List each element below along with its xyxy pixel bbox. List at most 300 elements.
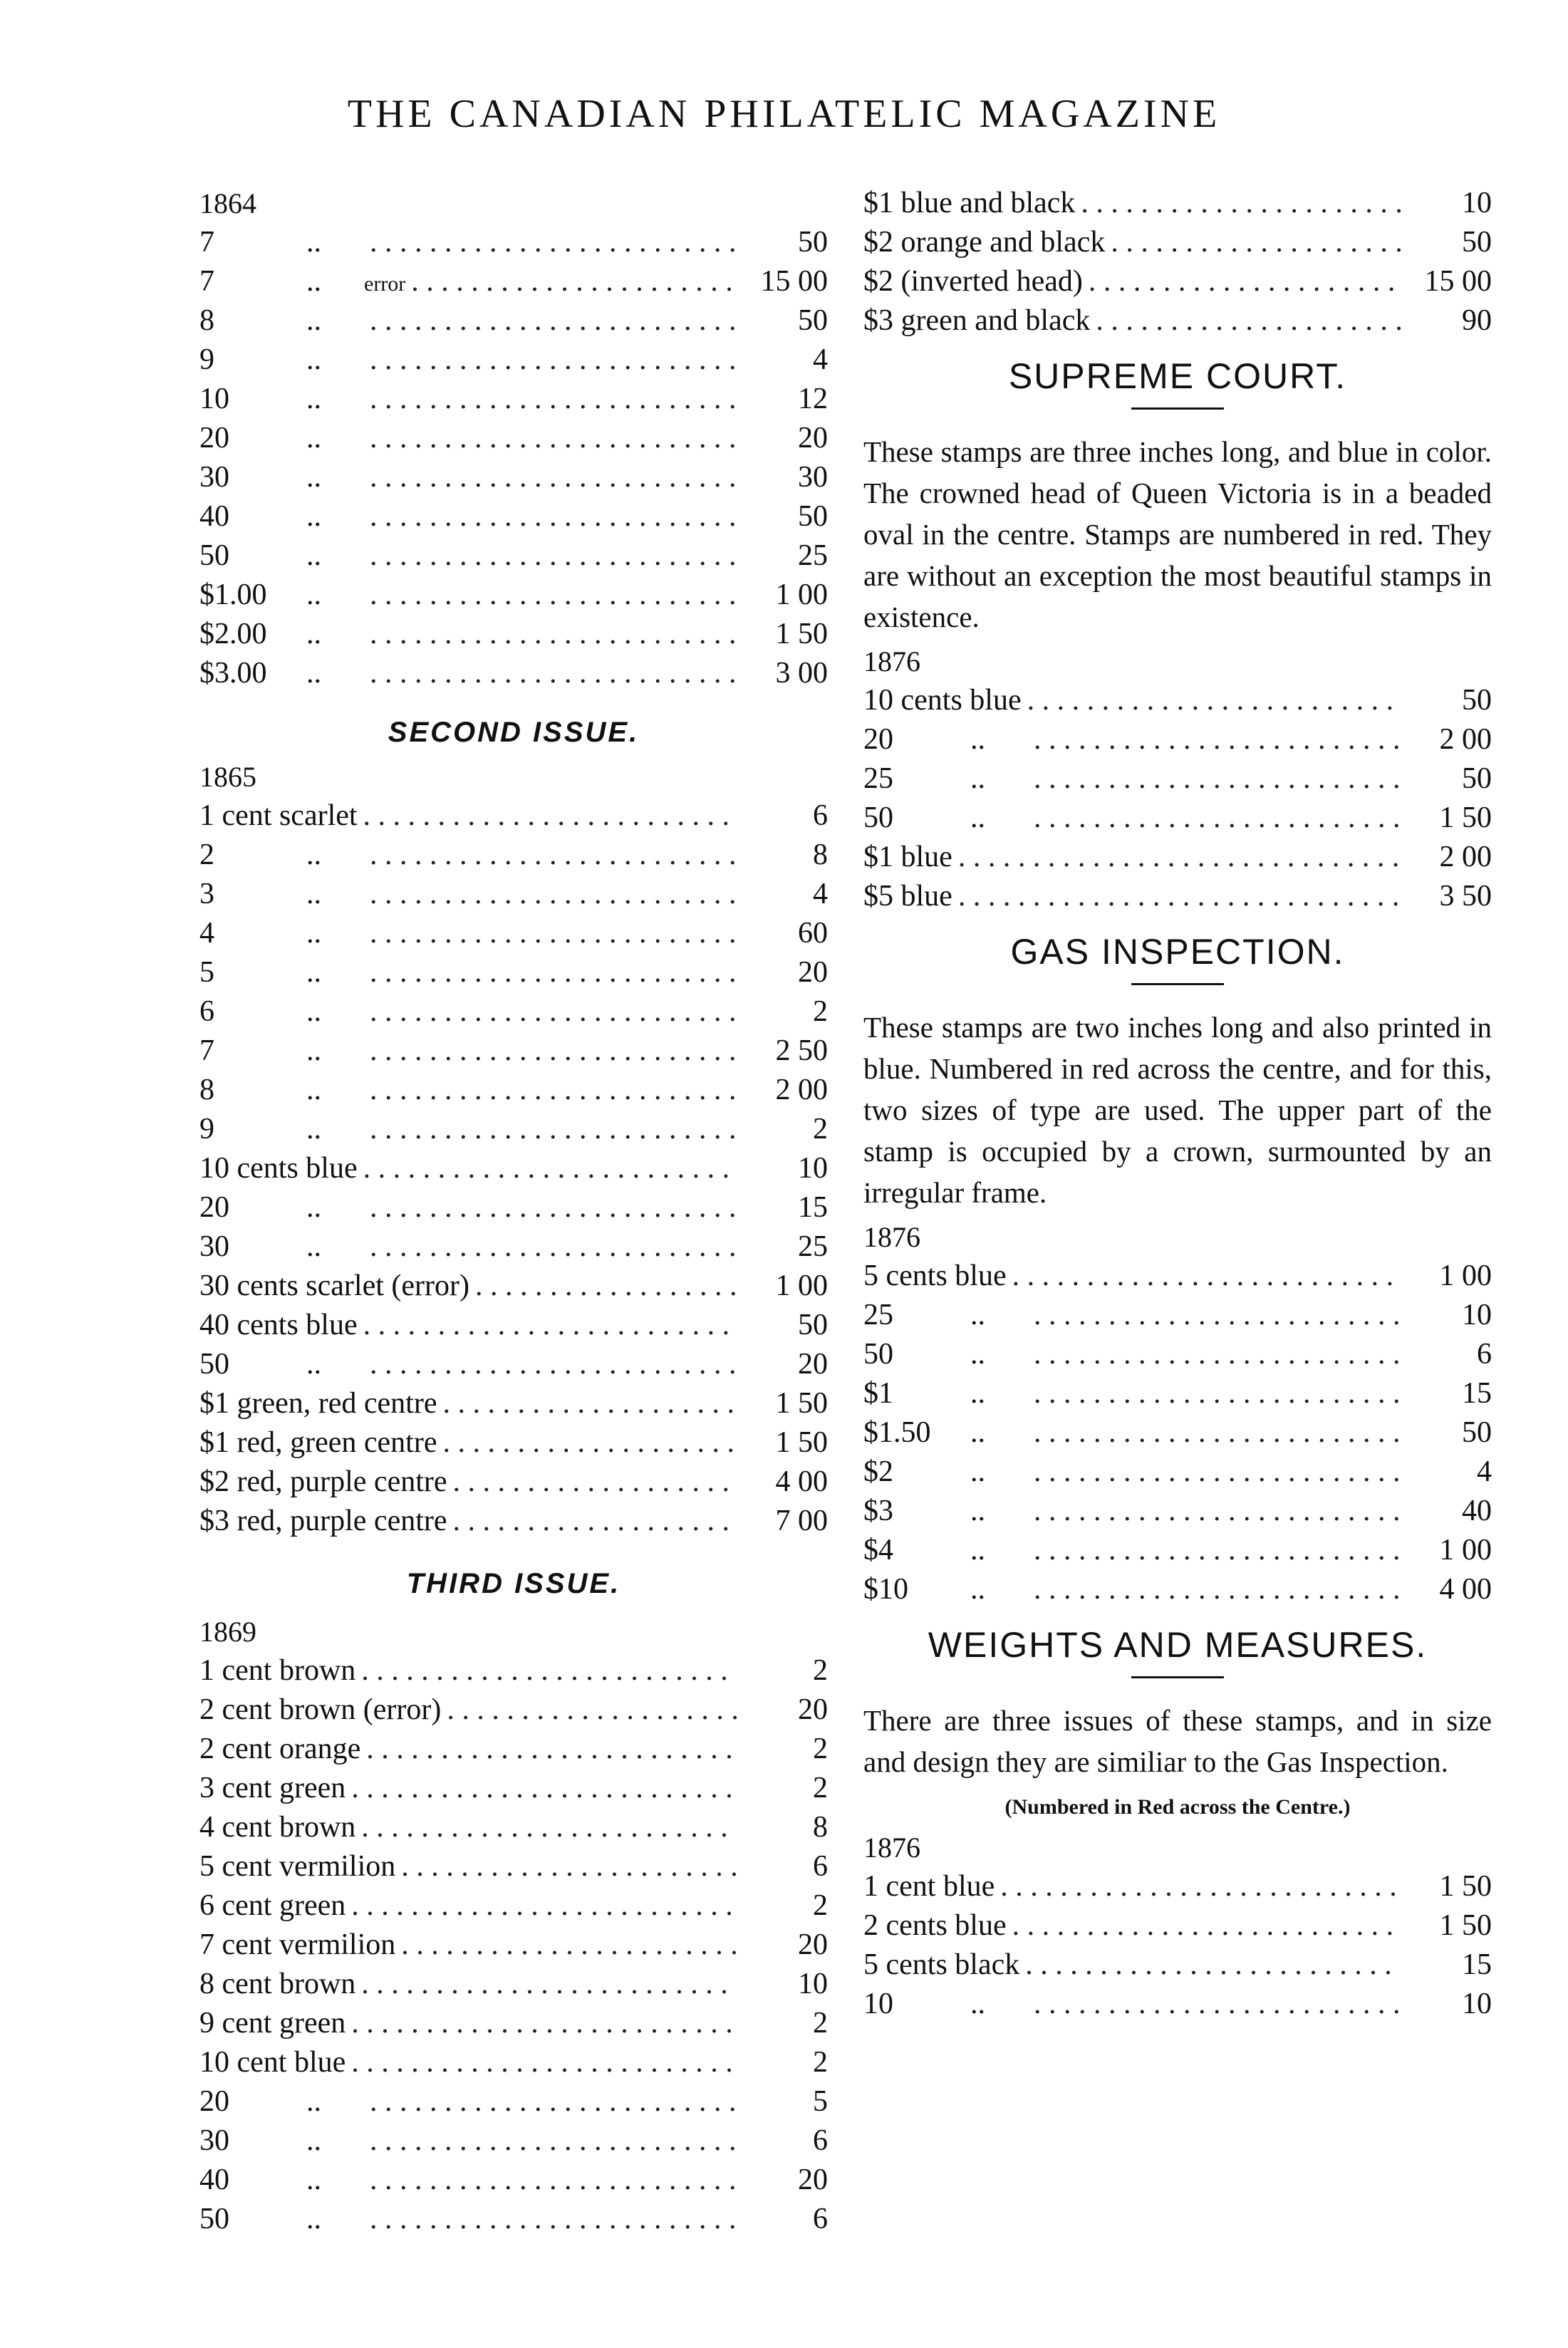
ditto-marks: .. (306, 618, 321, 650)
price-row (199, 1345, 828, 1384)
ditto-marks: .. (306, 956, 321, 989)
weights-measures-description: There are three issues of these stamps, and in size and design they are similiar to the Gas Inspection. (863, 1704, 1492, 1778)
stamp-price: 25 (798, 1230, 828, 1263)
stamp-label: 4 (199, 917, 214, 950)
stamp-label: 2 (199, 838, 214, 871)
leader-dots (370, 2200, 737, 2239)
leader-dots (370, 914, 737, 953)
stamp-label: 9 cent green (199, 2007, 346, 2040)
stamp-price: 15 (1462, 1377, 1492, 1410)
price-row (199, 654, 828, 693)
stamp-label: 50 (863, 1338, 893, 1371)
price-row (199, 1267, 828, 1306)
stamp-price: 12 (798, 383, 828, 415)
stamp-label: 50 (199, 2203, 229, 2235)
leader-dots (1089, 262, 1401, 301)
stamp-label: $1 (863, 1377, 893, 1410)
stamp-label: 8 cent brown (199, 1968, 356, 2000)
price-row (199, 1965, 828, 2004)
stamp-price: 50 (1462, 226, 1492, 259)
stamp-label: 30 (199, 2124, 229, 2157)
price-list-gas-inspection (863, 1257, 1492, 1609)
leader-dots (370, 953, 737, 992)
price-row (199, 615, 828, 654)
leader-dots (370, 1032, 737, 1071)
ditto-marks: .. (306, 1113, 321, 1146)
ditto-marks: .. (970, 1495, 985, 1527)
leader-dots (370, 992, 737, 1032)
ditto-marks: .. (970, 1416, 985, 1449)
leader-dots (958, 838, 1401, 877)
stamp-label: $2.00 (199, 618, 267, 650)
leader-dots (1000, 1867, 1401, 1906)
stamp-price: 4 (813, 343, 828, 376)
ditto-marks: .. (306, 226, 321, 259)
price-row (199, 1769, 828, 1808)
ditto-marks: .. (306, 304, 321, 337)
stamp-label: 5 (199, 956, 214, 989)
leader-dots (370, 576, 737, 615)
ditto-marks: .. (306, 995, 321, 1028)
stamp-price: 6 (813, 2124, 828, 2157)
leader-dots (411, 262, 737, 301)
stamp-label: 9 (199, 1113, 214, 1146)
price-row (199, 796, 828, 836)
stamp-label: 10 cents blue (199, 1152, 358, 1185)
stamp-price: 3 00 (775, 657, 828, 690)
price-row (863, 720, 1492, 759)
stamp-price: 25 (798, 539, 828, 572)
leader-dots (370, 419, 737, 458)
leader-dots (361, 1808, 737, 1847)
price-list-supreme-court (863, 681, 1492, 916)
ditto-marks: .. (970, 801, 985, 834)
leader-dots (370, 836, 737, 875)
stamp-label: 30 (199, 461, 229, 494)
price-row (863, 838, 1492, 877)
stamp-price: 4 00 (1439, 1573, 1492, 1606)
stamp-price: 20 (798, 1928, 828, 1961)
price-row (199, 1926, 828, 1965)
stamp-label: $1.50 (863, 1416, 931, 1449)
price-row (863, 1335, 1492, 1374)
stamp-label: 8 (199, 304, 214, 337)
stamp-price: 6 (813, 2203, 828, 2235)
weights-measures-heading: WEIGHTS AND MEASURES. (928, 1625, 1428, 1665)
leader-dots (370, 2121, 737, 2161)
third-issue-heading: THIRD ISSUE. (406, 1568, 621, 1599)
leader-dots (363, 796, 737, 836)
stamp-price: 30 (798, 461, 828, 494)
price-row (863, 1946, 1492, 1985)
stamp-price: 6 (813, 799, 828, 832)
ditto-marks: .. (306, 422, 321, 454)
stamp-price: 40 (1462, 1495, 1492, 1527)
leader-dots (370, 301, 737, 341)
ditto-marks: .. (306, 383, 321, 415)
stamp-label: 6 (199, 995, 214, 1028)
stamp-price: 7 00 (775, 1505, 828, 1537)
leader-dots (1081, 184, 1401, 223)
price-row (199, 497, 828, 536)
ditto-marks: .. (306, 2124, 321, 2157)
stamp-price: 2 00 (1439, 841, 1492, 873)
leader-dots (447, 1690, 737, 1730)
leader-dots (370, 654, 737, 693)
stamp-label: 2 cents blue (863, 1909, 1007, 1942)
page-title: THE CANADIAN PHILATELIC MAGAZINE (347, 92, 1221, 136)
stamp-label: 30 cents scarlet (error) (199, 1269, 469, 1302)
stamp-label: 40 (199, 500, 229, 533)
leader-dots (370, 341, 737, 380)
leader-dots (361, 1651, 737, 1690)
leader-dots (370, 1227, 737, 1267)
stamp-label: 25 (863, 1299, 893, 1331)
stamp-price: 20 (798, 1348, 828, 1381)
stamp-label: 50 (863, 801, 893, 834)
stamp-price: 2 (813, 2007, 828, 2040)
price-row (199, 1730, 828, 1769)
leader-dots (370, 1188, 737, 1227)
price-row (199, 953, 828, 992)
leader-dots (1111, 223, 1401, 262)
leader-dots (370, 380, 737, 419)
section-rule (1131, 407, 1224, 410)
leader-dots (1034, 1985, 1401, 2024)
stamp-price: 2 (813, 995, 828, 1028)
price-row (199, 341, 828, 380)
stamp-price: 20 (798, 1693, 828, 1726)
leader-dots (1012, 1906, 1401, 1946)
ditto-marks: .. (306, 657, 321, 690)
ditto-marks: .. (970, 1377, 985, 1410)
leader-dots (351, 2004, 737, 2043)
stamp-label: 5 cents blue (863, 1259, 1007, 1292)
ditto-marks: .. (970, 1988, 985, 2020)
leader-dots (401, 1847, 737, 1886)
price-row (863, 681, 1492, 720)
price-row (863, 1492, 1492, 1531)
price-row (199, 2121, 828, 2161)
price-row (199, 1886, 828, 1926)
weights-measures-note: (Numbered in Red across the Centre.) (1004, 1795, 1351, 1819)
price-row (863, 1531, 1492, 1570)
price-list-third-issue (199, 1651, 828, 2239)
leader-dots (475, 1267, 737, 1306)
second-issue-heading: SECOND ISSUE. (388, 717, 640, 748)
stamp-price: 2 (813, 1733, 828, 1765)
stamp-label: 8 (199, 1074, 214, 1106)
stamp-price: 90 (1462, 304, 1492, 337)
price-row (199, 1188, 828, 1227)
leader-dots (370, 458, 737, 497)
stamp-price: 1 50 (1439, 1909, 1492, 1942)
stamp-label: 4 cent brown (199, 1811, 356, 1844)
stamp-label: $3 (863, 1495, 893, 1527)
stamp-price: 4 (813, 878, 828, 910)
stamp-price: 50 (798, 1309, 828, 1341)
price-row (199, 1423, 828, 1463)
stamp-label: 7 (199, 1034, 214, 1067)
stamp-label: 50 (199, 539, 229, 572)
stamp-label: 1 cent scarlet (199, 799, 358, 832)
gas-inspection-heading: GAS INSPECTION. (1010, 932, 1345, 972)
section-rule (1131, 1676, 1224, 1678)
stamp-label: 2 cent orange (199, 1733, 361, 1765)
price-row (199, 1502, 828, 1541)
stamp-label: 10 (199, 383, 229, 415)
price-row (863, 877, 1492, 916)
ditto-marks: .. (306, 2203, 321, 2235)
leader-dots (442, 1384, 737, 1423)
leader-dots (1034, 1531, 1401, 1570)
stamp-price: 6 (1477, 1338, 1492, 1371)
ditto-marks: .. (306, 461, 321, 494)
stamp-label: 25 (863, 762, 893, 795)
stamp-label: 30 (199, 1230, 229, 1263)
price-row (863, 262, 1492, 301)
ditto-marks: .. (306, 539, 321, 572)
leader-dots (370, 615, 737, 654)
stamp-price: 2 00 (1439, 723, 1492, 756)
price-row (199, 536, 828, 576)
leader-dots (958, 877, 1401, 916)
ditto-marks: .. (970, 723, 985, 756)
stamp-label: 7 (199, 226, 214, 259)
stamp-price: 50 (798, 226, 828, 259)
supreme-court-description: These stamps are three inches long, and blue in color. The crowned head of Queen Victoria is in a beaded oval in the centre. Stamps are numbered in red. They are without an exception the most beautiful stamps in existence. (863, 435, 1492, 633)
stamp-price: 2 (813, 2046, 828, 2079)
stamp-label: 3 cent green (199, 1772, 346, 1804)
price-row (863, 223, 1492, 262)
right-column (863, 184, 1492, 2024)
stamp-label: 20 (199, 2085, 229, 2118)
stamp-label: 10 cents blue (863, 684, 1022, 717)
stamp-price: 1 00 (775, 1269, 828, 1302)
price-row (199, 836, 828, 875)
price-row (863, 1374, 1492, 1413)
price-row (199, 458, 828, 497)
ditto-marks: .. (306, 343, 321, 376)
stamp-price: 60 (798, 917, 828, 950)
leader-dots (1034, 1335, 1401, 1374)
leader-dots (1096, 301, 1401, 341)
price-row (199, 914, 828, 953)
leader-dots (1034, 759, 1401, 799)
stamp-price: 1 50 (1439, 1870, 1492, 1903)
year-1876-weights: 1876 (863, 1832, 920, 1864)
leader-dots (1034, 720, 1401, 759)
leader-dots (1012, 1257, 1401, 1296)
ditto-marks: .. (306, 878, 321, 910)
price-list-continued (863, 184, 1492, 341)
year-1864: 1864 (199, 187, 256, 219)
price-row (199, 301, 828, 341)
year-1876-gas: 1876 (863, 1221, 920, 1253)
stamp-price: 2 (813, 1113, 828, 1146)
ditto-marks: .. (306, 578, 321, 611)
stamp-price: 15 00 (760, 265, 828, 298)
price-row (199, 1808, 828, 1847)
stamp-label: 5 cent vermilion (199, 1850, 396, 1883)
ditto-marks: .. (306, 917, 321, 950)
stamp-label: $2 orange and black (863, 226, 1106, 259)
leader-dots (363, 1306, 737, 1345)
stamp-label: 40 (199, 2163, 229, 2196)
price-row (199, 992, 828, 1032)
stamp-label: 10 (863, 1988, 893, 2020)
leader-dots (1025, 1946, 1401, 1985)
stamp-price: 1 00 (775, 578, 828, 611)
price-row (863, 1867, 1492, 1906)
stamp-price: 50 (1462, 1416, 1492, 1449)
leader-dots (351, 1886, 737, 1926)
stamp-label: 3 (199, 878, 214, 910)
stamp-price: 2 (813, 1772, 828, 1804)
stamp-price: 15 00 (1424, 265, 1492, 298)
price-row (199, 875, 828, 914)
stamp-label: $3 red, purple centre (199, 1505, 447, 1537)
price-row (199, 1071, 828, 1110)
ditto-marks: .. (306, 1348, 321, 1381)
price-row (199, 380, 828, 419)
section-rule (1131, 983, 1224, 985)
stamp-price: 50 (798, 500, 828, 533)
stamp-label: 20 (199, 422, 229, 454)
stamp-price: 10 (1462, 1299, 1492, 1331)
leader-dots (370, 1345, 737, 1384)
stamp-price: 10 (1462, 187, 1492, 219)
price-row (199, 1227, 828, 1267)
stamp-price: 10 (798, 1152, 828, 1185)
stamp-price: 20 (798, 422, 828, 454)
stamp-price: 4 00 (775, 1465, 828, 1498)
stamp-label: $1 red, green centre (199, 1426, 437, 1459)
leader-dots (401, 1926, 737, 1965)
price-row (863, 1296, 1492, 1335)
stamp-label: 50 (199, 1348, 229, 1381)
stamp-price: 50 (798, 304, 828, 337)
stamp-price: 50 (1462, 762, 1492, 795)
leader-dots (1034, 1374, 1401, 1413)
stamp-price: 20 (798, 2163, 828, 2196)
price-row (199, 1463, 828, 1502)
leader-dots (361, 1965, 737, 2004)
leader-dots (1034, 1570, 1401, 1609)
price-row (863, 184, 1492, 223)
price-row (863, 1985, 1492, 2024)
stamp-price: 1 50 (1439, 801, 1492, 834)
leader-dots (370, 2082, 737, 2121)
ditto-marks: .. (306, 2085, 321, 2118)
stamp-label: $1 blue and black (863, 187, 1076, 219)
leader-dots (351, 1769, 737, 1808)
stamp-price: 6 (813, 1850, 828, 1883)
stamp-price: 20 (798, 956, 828, 989)
stamp-label: $4 (863, 1534, 893, 1567)
price-row (199, 1306, 828, 1345)
year-1865: 1865 (199, 761, 256, 793)
leader-dots (1034, 799, 1401, 838)
price-list-weights-measures (863, 1867, 1492, 2024)
left-column (199, 184, 828, 2239)
stamp-price: 1 00 (1439, 1259, 1492, 1292)
leader-dots (1034, 1453, 1401, 1492)
price-row (199, 1847, 828, 1886)
stamp-price: 2 00 (775, 1074, 828, 1106)
year-1876-supreme: 1876 (863, 645, 920, 677)
price-row (863, 1906, 1492, 1946)
ditto-marks: .. (970, 1299, 985, 1331)
stamp-label: 40 cents blue (199, 1309, 358, 1341)
price-row (199, 1384, 828, 1423)
ditto-marks: .. (970, 1338, 985, 1371)
price-row (863, 1257, 1492, 1296)
leader-dots (1034, 1296, 1401, 1335)
stamp-label: 2 cent brown (error) (199, 1693, 442, 1726)
leader-dots (453, 1502, 737, 1541)
stamp-label: 1 cent blue (863, 1870, 995, 1903)
stamp-label: $1.00 (199, 578, 267, 611)
ditto-marks: .. (970, 762, 985, 795)
stamp-label: 5 cents black (863, 1948, 1020, 1981)
stamp-label: 7 cent vermilion (199, 1928, 396, 1961)
leader-dots (363, 1149, 737, 1188)
leader-dots (1034, 1492, 1401, 1531)
stamp-price: 8 (813, 838, 828, 871)
price-row (863, 1570, 1492, 1609)
leader-dots (370, 223, 737, 262)
price-row (199, 2004, 828, 2043)
gas-inspection-description: These stamps are two inches long and also printed in blue. Numbered in red across the centre, and for this, two sizes of type are used. The upper part of the stamp is occupied by a crown, surmounted by an irregular frame. (863, 1011, 1492, 1209)
stamp-price: 8 (813, 1811, 828, 1844)
ditto-marks: .. (970, 1573, 985, 1606)
ditto-marks: .. (970, 1534, 985, 1567)
stamp-label: 10 cent blue (199, 2046, 346, 2079)
stamp-price: 50 (1462, 684, 1492, 717)
price-row (863, 1413, 1492, 1453)
leader-dots (370, 2161, 737, 2200)
stamp-label: $10 (863, 1573, 908, 1606)
stamp-label: $5 blue (863, 880, 952, 913)
stamp-price: 1 50 (775, 1426, 828, 1459)
stamp-price: 15 (1462, 1948, 1492, 1981)
price-list-1864 (199, 223, 828, 693)
stamp-label: 9 (199, 343, 214, 376)
price-row (863, 1453, 1492, 1492)
stamp-label: 20 (199, 1191, 229, 1224)
price-row (863, 799, 1492, 838)
price-row (199, 1651, 828, 1690)
leader-dots (370, 875, 737, 914)
price-row (199, 1690, 828, 1730)
stamp-label: $2 (inverted head) (863, 265, 1083, 298)
stamp-label: $3 green and black (863, 304, 1091, 337)
price-row (199, 419, 828, 458)
stamp-label: $2 (863, 1455, 893, 1488)
price-row (199, 223, 828, 262)
price-row (199, 1149, 828, 1188)
stamp-note: error (364, 272, 406, 296)
supreme-court-heading: SUPREME COURT. (1008, 356, 1347, 396)
stamp-price: 10 (1462, 1988, 1492, 2020)
stamp-label: $1 blue (863, 841, 952, 873)
ditto-marks: .. (306, 2163, 321, 2196)
leader-dots (370, 1071, 737, 1110)
stamp-label: 1 cent brown (199, 1654, 356, 1687)
stamp-label: $1 green, red centre (199, 1387, 437, 1420)
stamp-label: $3.00 (199, 657, 267, 690)
